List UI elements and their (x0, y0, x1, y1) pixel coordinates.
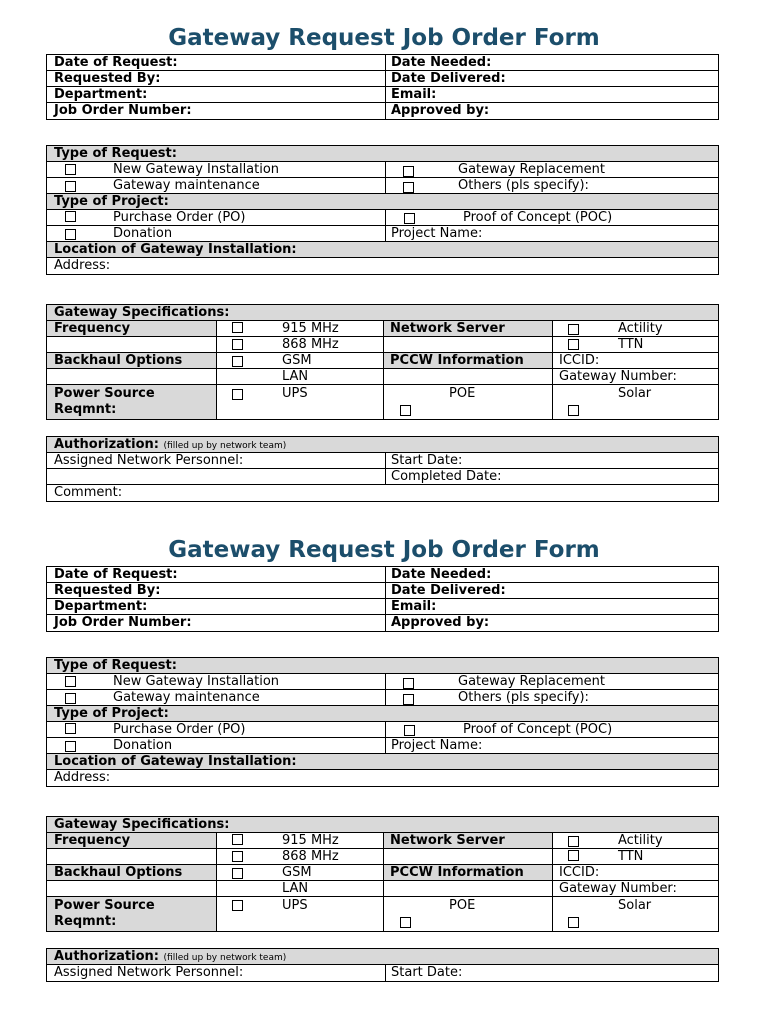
type-of-project-heading: Type of Project: (54, 194, 169, 209)
form-title: Gateway Request Job Order Form (168, 537, 600, 563)
new-install-checkbox[interactable] (65, 676, 76, 687)
new-install-label: New Gateway Installation (113, 162, 280, 177)
power-source-label: Power Source (54, 898, 155, 913)
replacement-checkbox[interactable] (403, 166, 414, 177)
lan-label: LAN (282, 369, 309, 384)
department-label: Department: (54, 87, 148, 102)
freq-915-checkbox[interactable] (232, 322, 243, 333)
power-source-label: Power Source (54, 386, 155, 401)
freq-915-checkbox[interactable] (232, 834, 243, 845)
gateway-specs-table (46, 304, 719, 420)
job-order-number-label: Job Order Number: (54, 103, 192, 118)
new-install-label: New Gateway Installation (113, 674, 280, 689)
solar-checkbox[interactable] (568, 405, 579, 416)
poe-checkbox[interactable] (400, 917, 411, 928)
authorization-heading (54, 949, 286, 964)
form-title: Gateway Request Job Order Form (168, 25, 600, 51)
actility-checkbox[interactable] (568, 836, 579, 847)
solar-label: Solar (618, 386, 652, 401)
poc-label: Proof of Concept (POC) (463, 210, 613, 225)
requester-info-table (46, 54, 719, 120)
power-source-label-2: Reqmnt: (54, 402, 117, 417)
others-label: Others (pls specify): (458, 178, 589, 193)
approved-by-label: Approved by: (391, 615, 490, 630)
email-label: Email: (391, 599, 437, 614)
ups-label: UPS (282, 898, 308, 913)
request-type-table (46, 657, 719, 787)
comment-label: Comment: (54, 485, 123, 500)
start-date-label: Start Date: (391, 965, 463, 980)
gateway-number-label: Gateway Number: (559, 369, 677, 384)
approved-by-label: Approved by: (391, 103, 490, 118)
frequency-label: Frequency (54, 321, 131, 336)
poe-label: POE (449, 386, 476, 401)
date-needed-label: Date Needed: (391, 567, 492, 582)
donation-label: Donation (113, 226, 173, 241)
job-order-number-label: Job Order Number: (54, 615, 192, 630)
lan-label: LAN (282, 881, 309, 896)
others-label: Others (pls specify): (458, 690, 589, 705)
date-delivered-label: Date Delivered: (391, 71, 506, 86)
gateway-specs-table (46, 816, 719, 932)
type-of-project-heading: Type of Project: (54, 706, 169, 721)
actility-checkbox[interactable] (568, 324, 579, 335)
po-label: Purchase Order (PO) (113, 722, 246, 737)
authorization-table (46, 948, 719, 982)
iccid-label: ICCID: (559, 865, 600, 880)
frequency-label: Frequency (54, 833, 131, 848)
project-name-label: Project Name: (391, 738, 483, 753)
authorization-heading (54, 437, 286, 452)
gateway-number-label: Gateway Number: (559, 881, 677, 896)
location-heading: Location of Gateway Installation: (54, 754, 297, 769)
network-server-label: Network Server (390, 833, 505, 848)
donation-checkbox[interactable] (65, 741, 76, 752)
start-date-label: Start Date: (391, 453, 463, 468)
requested-by-label: Requested By: (54, 583, 161, 598)
network-server-label: Network Server (390, 321, 505, 336)
address-label: Address: (54, 770, 111, 785)
address-label: Address: (54, 258, 111, 273)
gsm-checkbox[interactable] (232, 868, 243, 879)
assigned-personnel-label: Assigned Network Personnel: (54, 453, 244, 468)
specs-heading: Gateway Specifications: (54, 817, 230, 832)
new-install-checkbox[interactable] (65, 164, 76, 175)
gsm-label: GSM (282, 865, 312, 880)
pccw-label: PCCW Information (390, 353, 524, 368)
replacement-label: Gateway Replacement (458, 162, 605, 177)
others-checkbox[interactable] (403, 694, 414, 705)
maintenance-checkbox[interactable] (65, 181, 76, 192)
authorization-heading-text: Authorization: (54, 949, 159, 964)
maintenance-label: Gateway maintenance (113, 690, 260, 705)
maintenance-label: Gateway maintenance (113, 178, 260, 193)
po-checkbox[interactable] (65, 211, 76, 222)
type-of-request-heading: Type of Request: (54, 146, 177, 161)
po-label: Purchase Order (PO) (113, 210, 246, 225)
power-source-label-2: Reqmnt: (54, 914, 117, 929)
po-checkbox[interactable] (65, 723, 76, 734)
freq-915-label: 915 MHz (282, 833, 339, 848)
poe-checkbox[interactable] (400, 405, 411, 416)
gsm-checkbox[interactable] (232, 356, 243, 367)
iccid-label: ICCID: (559, 353, 600, 368)
pccw-label: PCCW Information (390, 865, 524, 880)
date-needed-label: Date Needed: (391, 55, 492, 70)
assigned-personnel-label: Assigned Network Personnel: (54, 965, 244, 980)
authorization-table (46, 436, 719, 502)
ttn-label: TTN (618, 337, 644, 352)
freq-868-checkbox[interactable] (232, 851, 243, 862)
freq-868-label: 868 MHz (282, 337, 339, 352)
freq-868-checkbox[interactable] (232, 339, 243, 350)
donation-checkbox[interactable] (65, 229, 76, 240)
ttn-checkbox[interactable] (568, 339, 579, 350)
date-of-request-label: Date of Request: (54, 55, 178, 70)
ups-label: UPS (282, 386, 308, 401)
actility-label: Actility (618, 321, 663, 336)
project-name-label: Project Name: (391, 226, 483, 241)
department-label: Department: (54, 599, 148, 614)
date-of-request-label: Date of Request: (54, 567, 178, 582)
specs-heading: Gateway Specifications: (54, 305, 230, 320)
poc-label: Proof of Concept (POC) (463, 722, 613, 737)
replacement-checkbox[interactable] (403, 678, 414, 689)
freq-915-label: 915 MHz (282, 321, 339, 336)
poc-checkbox[interactable] (404, 213, 415, 224)
freq-868-label: 868 MHz (282, 849, 339, 864)
type-of-request-heading: Type of Request: (54, 658, 177, 673)
completed-date-label: Completed Date: (391, 469, 502, 484)
authorization-heading-text: Authorization: (54, 437, 159, 452)
others-checkbox[interactable] (403, 182, 414, 193)
requester-info-table (46, 566, 719, 632)
gsm-label: GSM (282, 353, 312, 368)
actility-label: Actility (618, 833, 663, 848)
solar-checkbox[interactable] (568, 917, 579, 928)
date-delivered-label: Date Delivered: (391, 583, 506, 598)
ups-checkbox[interactable] (232, 389, 243, 400)
ttn-checkbox[interactable] (568, 850, 579, 861)
replacement-label: Gateway Replacement (458, 674, 605, 689)
authorization-note: (filled up by network team) (163, 441, 287, 451)
request-type-table (46, 145, 719, 275)
location-heading: Location of Gateway Installation: (54, 242, 297, 257)
donation-label: Donation (113, 738, 173, 753)
backhaul-label: Backhaul Options (54, 353, 183, 368)
ttn-label: TTN (618, 849, 644, 864)
poe-label: POE (449, 898, 476, 913)
authorization-note: (filled up by network team) (163, 953, 287, 963)
maintenance-checkbox[interactable] (65, 693, 76, 704)
poc-checkbox[interactable] (404, 725, 415, 736)
requested-by-label: Requested By: (54, 71, 161, 86)
solar-label: Solar (618, 898, 652, 913)
ups-checkbox[interactable] (232, 900, 243, 911)
backhaul-label: Backhaul Options (54, 865, 183, 880)
email-label: Email: (391, 87, 437, 102)
